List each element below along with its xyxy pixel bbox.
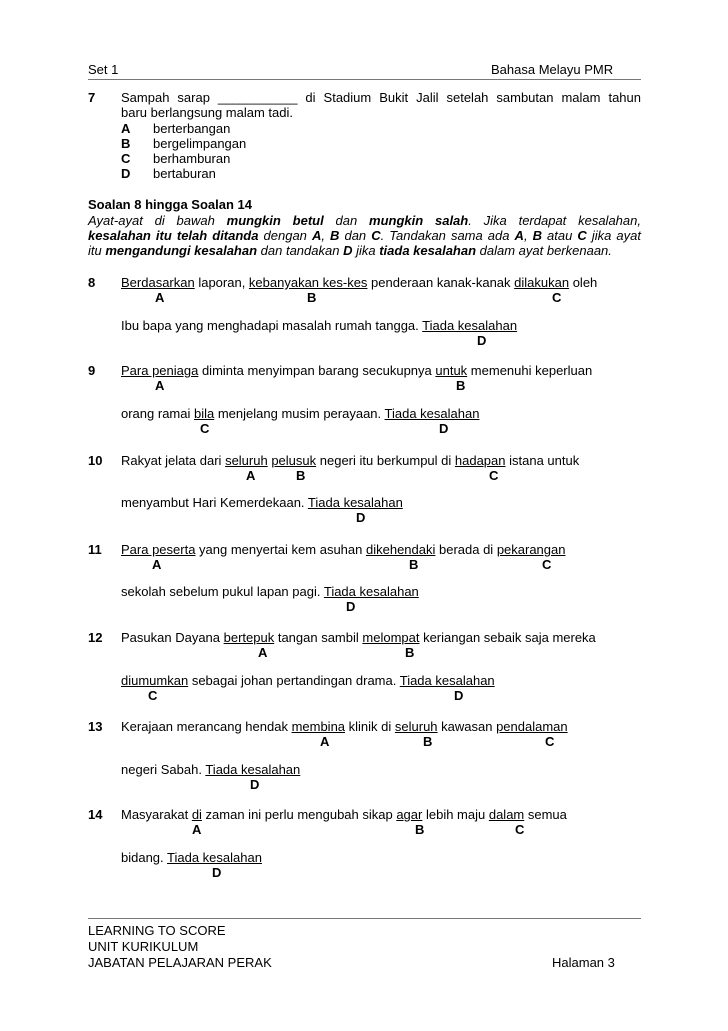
q11-label-c: C <box>542 557 552 572</box>
q7-option-letter: D <box>121 166 131 181</box>
q10-number: 10 <box>88 453 103 468</box>
q11-label-a: A <box>152 557 162 572</box>
q12-label-c: C <box>148 688 158 703</box>
q7-option-text: berhamburan <box>153 151 231 166</box>
q11-number: 11 <box>88 542 102 557</box>
q7-line1: Sampah sarap ___________ di Stadium Bukit Jalil setelah sambutan malam tahun <box>121 90 641 105</box>
q14-label-c: C <box>515 822 525 837</box>
q7-line2: baru berlangsung malam tadi. <box>121 105 293 120</box>
q12-line2: diumumkan sebagai johan pertandingan drama. Tiada kesalahan <box>121 673 495 688</box>
q9-label-c: C <box>200 421 210 436</box>
q7-option-text: berterbangan <box>153 121 231 136</box>
q14-number: 14 <box>88 807 103 822</box>
q8-number: 8 <box>88 275 96 290</box>
q9-label-b: B <box>456 378 466 393</box>
q11-label-d: D <box>346 599 356 614</box>
q13-line2: negeri Sabah. Tiada kesalahan <box>121 762 301 777</box>
q7-number: 7 <box>88 90 96 105</box>
q11-label-b: B <box>409 557 419 572</box>
q7-option-text: bergelimpangan <box>153 136 247 151</box>
footer-line1: LEARNING TO SCORE <box>88 923 226 938</box>
q10-label-d: D <box>356 510 366 525</box>
q7-option-letter: B <box>121 136 131 151</box>
header-right: Bahasa Melayu PMR <box>491 62 614 77</box>
q7-option-letter: C <box>121 151 131 166</box>
footer-line2: UNIT KURIKULUM <box>88 939 199 954</box>
q10-label-c: C <box>489 468 499 483</box>
q9-label-d: D <box>439 421 449 436</box>
q11-line1: Para peserta yang menyertai kem asuhan dikehendaki berada di pekarangan <box>121 542 566 557</box>
q13-line1: Kerajaan merancang hendak membina klinik di seluruh kawasan pendalaman <box>121 719 568 734</box>
q9-number: 9 <box>88 363 96 378</box>
q10-label-b: B <box>296 468 306 483</box>
q9-line2: orang ramai bila menjelang musim perayaan. Tiada kesalahan <box>121 406 480 421</box>
q13-label-b: B <box>423 734 433 749</box>
instructions-line3: itu mengandungi kesalahan dan tandakan D jika tiada kesalahan dalam ayat berkenaan. <box>88 243 612 258</box>
q10-line1: Rakyat jelata dari seluruh pelusuk negeri itu berkumpul di hadapan istana untuk <box>121 453 580 468</box>
header-divider <box>88 79 641 80</box>
q14-line1: Masyarakat di zaman ini perlu mengubah sikap agar lebih maju dalam semua <box>121 807 567 822</box>
q7-option-text: bertaburan <box>153 166 216 181</box>
q13-label-d: D <box>250 777 260 792</box>
q8-line2: Ibu bapa yang menghadapi masalah rumah tangga. Tiada kesalahan <box>121 318 518 333</box>
instructions-line2: kesalahan itu telah ditanda dengan A, B dan C. Tandakan sama ada A, B atau C jika ayat <box>88 228 641 243</box>
q12-label-a: A <box>258 645 268 660</box>
q14-line2: bidang. Tiada kesalahan <box>121 850 262 865</box>
footer-line3: JABATAN PELAJARAN PERAK <box>88 955 272 970</box>
q9-label-a: A <box>155 378 165 393</box>
q14-label-d: D <box>212 865 222 880</box>
q9-line1: Para peniaga diminta menyimpan barang secukupnya untuk memenuhi keperluan <box>121 363 593 378</box>
instructions-heading: Soalan 8 hingga Soalan 14 <box>88 197 252 212</box>
q13-label-c: C <box>545 734 555 749</box>
page-number: Halaman 3 <box>552 955 615 970</box>
q12-label-b: B <box>405 645 415 660</box>
footer-divider <box>88 918 641 919</box>
q8-label-b: B <box>307 290 317 305</box>
q13-label-a: A <box>320 734 330 749</box>
q8-label-a: A <box>155 290 165 305</box>
q12-number: 12 <box>88 630 103 645</box>
q11-line2: sekolah sebelum pukul lapan pagi. Tiada kesalahan <box>121 584 419 599</box>
q13-number: 13 <box>88 719 103 734</box>
q7-option-letter: A <box>121 121 131 136</box>
q8-label-c: C <box>552 290 562 305</box>
q14-label-b: B <box>415 822 425 837</box>
q8-label-d: D <box>477 333 487 348</box>
q10-line2: menyambut Hari Kemerdekaan. Tiada kesalahan <box>121 495 403 510</box>
instructions-line1: Ayat-ayat di bawah mungkin betul dan mungkin salah. Jika terdapat kesalahan, <box>88 213 641 228</box>
q12-label-d: D <box>454 688 464 703</box>
q12-line1: Pasukan Dayana bertepuk tangan sambil melompat keriangan sebaik saja mereka <box>121 630 596 645</box>
q8-line1: Berdasarkan laporan, kebanyakan kes-kes penderaan kanak-kanak dilakukan oleh <box>121 275 598 290</box>
q14-label-a: A <box>192 822 202 837</box>
header-left: Set 1 <box>88 62 119 77</box>
q10-label-a: A <box>246 468 256 483</box>
